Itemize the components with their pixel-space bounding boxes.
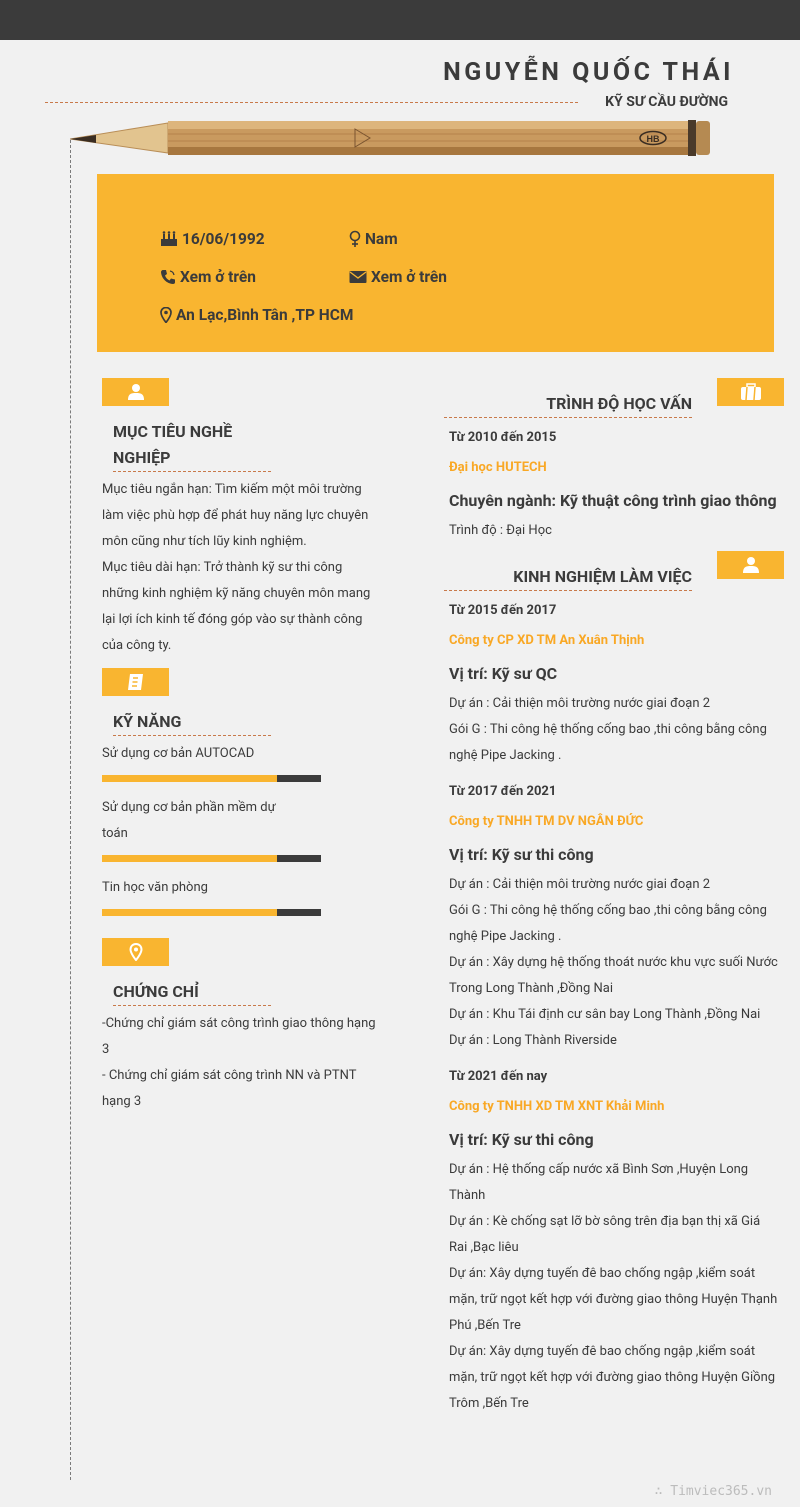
certificates-icon-box	[102, 938, 169, 966]
job-line: Trôm ,Bến Tre	[449, 1396, 529, 1411]
objective-icon-box	[102, 378, 169, 406]
job-line: Dự án : Long Thành Riverside	[449, 1033, 617, 1048]
skill-label-line: toán	[102, 826, 128, 841]
job-line: Phú ,Bến Tre	[449, 1318, 521, 1333]
certificate-line: -Chứng chỉ giám sát công trình giao thông hạng	[102, 1016, 376, 1031]
objective-line: lại lợi ích kinh tế đóng góp vào sự thành công	[102, 612, 363, 627]
phone-field	[160, 268, 256, 286]
cake-icon	[160, 231, 178, 247]
header-divider	[45, 102, 578, 103]
skill-level-bar	[102, 775, 321, 782]
education-level: Trình độ : Đại Học	[449, 523, 552, 538]
skill-level-fill	[102, 775, 277, 782]
email-field	[349, 268, 447, 286]
objective-line: của công ty.	[102, 638, 172, 653]
skill-level-fill	[102, 855, 277, 862]
job-company: Công ty TNHH TM DV NGÂN ĐỨC	[449, 814, 644, 829]
job-company: Công ty TNHH XD TM XNT Khải Minh	[449, 1099, 665, 1114]
gender-field	[349, 230, 398, 248]
skills-icon-box	[102, 668, 169, 696]
objective-heading-line1: MỤC TIÊU NGHỀ	[113, 422, 233, 441]
pencil-hardness-label: HB	[646, 134, 660, 144]
certificate-line: hạng 3	[102, 1094, 142, 1109]
skill-label-line: Sử dụng cơ bản phần mềm dự	[102, 800, 276, 815]
user-icon	[127, 383, 145, 401]
skill-level-fill	[102, 909, 277, 916]
objective-line: những kinh nghiệm kỹ năng chuyên môn mang	[102, 586, 371, 601]
female-icon	[349, 230, 361, 248]
job-line: Dự án: Xây dựng tuyến đê bao chống ngập ,kiểm soát	[449, 1344, 756, 1359]
job-line: Gói G : Thi công hệ thống cống bao ,thi công bằng công	[449, 722, 767, 737]
job-line: Dự án : Xây dựng hệ thống thoát nước khu vực suối Nước	[449, 955, 778, 970]
phone-value: Xem ở trên	[180, 268, 256, 286]
pencil-illustration	[70, 119, 712, 157]
briefcase-icon	[740, 383, 762, 401]
certificates-underline	[113, 1005, 271, 1006]
job-line: nghệ Pipe Jacking .	[449, 929, 562, 944]
address-value: An Lạc,Bình Tân ,TP HCM	[176, 306, 354, 324]
job-line: Dự án : Khu Tái định cư sân bay Long Thành ,Đồng Nai	[449, 1007, 761, 1022]
education-heading: TRÌNH ĐỘ HỌC VẤN	[546, 394, 692, 413]
job-description	[449, 691, 767, 769]
job-role: Vị trí: Kỹ sư thi công	[449, 1130, 594, 1149]
email-value: Xem ở trên	[371, 268, 447, 286]
objective-line: Mục tiêu ngắn hạn: Tìm kiếm một môi trường	[102, 482, 362, 497]
education-major: Chuyên ngành: Kỹ thuật công trình giao thông	[449, 491, 777, 510]
address-field	[160, 306, 353, 324]
skills-book-icon	[126, 672, 146, 692]
experience-heading: KINH NGHIỆM LÀM VIỆC	[513, 567, 692, 586]
objective-heading-line2: NGHIỆP	[113, 448, 171, 467]
user-icon	[742, 556, 760, 574]
job-description	[449, 1157, 777, 1417]
certificates-heading: CHỨNG CHỈ	[113, 982, 199, 1001]
objective-text	[102, 477, 370, 659]
job-line: Gói G : Thi công hệ thống cống bao ,thi công bằng công	[449, 903, 767, 918]
job-role: Vị trí: Kỹ sư thi công	[449, 845, 594, 864]
objective-heading	[113, 419, 232, 471]
job-period: Từ 2017 đến 2021	[449, 784, 557, 799]
education-period: Từ 2010 đến 2015	[449, 430, 557, 445]
education-school: Đại học HUTECH	[449, 460, 547, 475]
job-line: Trong Long Thành ,Đồng Nai	[449, 981, 613, 996]
certificate-line: 3	[102, 1042, 110, 1057]
skills-underline	[113, 735, 271, 736]
watermark: ∴ Timviec365.vn	[654, 1484, 772, 1499]
job-line: Dự án : Hệ thống cấp nước xã Bình Sơn ,Huyện Long	[449, 1162, 749, 1177]
certificate-pin-icon	[129, 943, 143, 961]
location-pin-icon	[160, 307, 172, 323]
experience-icon-box	[717, 551, 784, 579]
objective-line: làm việc phù hợp để phát huy năng lực chuyên	[102, 508, 369, 523]
personal-info-box	[97, 174, 774, 352]
job-line: Dự án: Xây dựng tuyến đê bao chống ngập ,kiểm soát	[449, 1266, 756, 1281]
job-title: KỸ SƯ CẦU ĐƯỜNG	[605, 94, 728, 110]
skill-level-bar	[102, 909, 321, 916]
objective-underline	[113, 471, 271, 472]
skill-label: Tin học văn phòng	[102, 880, 208, 895]
job-period: Từ 2021 đến nay	[449, 1069, 548, 1084]
job-company: Công ty CP XD TM An Xuân Thịnh	[449, 633, 645, 648]
experience-underline	[444, 590, 692, 591]
skill-label	[102, 795, 276, 847]
education-icon-box	[717, 378, 784, 406]
phone-icon	[160, 269, 176, 285]
job-description	[449, 872, 778, 1054]
job-line: Dự án : Kè chống sạt lỡ bờ sông trên địa bạn thị xã Giá	[449, 1214, 761, 1229]
timeline-line	[70, 140, 71, 1480]
top-bar	[0, 0, 800, 40]
candidate-name: NGUYỄN QUỐC THÁI	[443, 58, 734, 87]
birthday-value: 16/06/1992	[182, 230, 265, 248]
job-period: Từ 2015 đến 2017	[449, 603, 557, 618]
objective-line: môn cũng như tích lũy kinh nghiệm.	[102, 534, 307, 549]
job-line: Dự án : Cải thiện môi trường nước giai đoạn 2	[449, 696, 711, 711]
skills-heading: KỸ NĂNG	[113, 712, 182, 731]
job-line: mặn, trữ ngọt kết hợp với đường giao thông Huyện Giồng	[449, 1370, 776, 1385]
job-line: Dự án : Cải thiện môi trường nước giai đoạn 2	[449, 877, 711, 892]
skill-label: Sử dụng cơ bản AUTOCAD	[102, 746, 255, 761]
objective-line: Mục tiêu dài hạn: Trở thành kỹ sư thi công	[102, 560, 343, 575]
job-line: mặn, trữ ngọt kết hợp với đường giao thông Huyện Thạnh	[449, 1292, 778, 1307]
education-underline	[444, 417, 692, 418]
job-line: nghệ Pipe Jacking .	[449, 748, 562, 763]
skill-level-bar	[102, 855, 321, 862]
certificates-text	[102, 1011, 376, 1115]
certificate-line: - Chứng chỉ giám sát công trình NN và PTNT	[102, 1068, 357, 1083]
job-role: Vị trí: Kỹ sư QC	[449, 664, 558, 683]
envelope-icon	[349, 270, 367, 284]
job-line: Rai ,Bạc liêu	[449, 1240, 519, 1255]
birthday-field	[160, 230, 265, 248]
gender-value: Nam	[365, 230, 398, 248]
job-line: Thành	[449, 1188, 486, 1203]
